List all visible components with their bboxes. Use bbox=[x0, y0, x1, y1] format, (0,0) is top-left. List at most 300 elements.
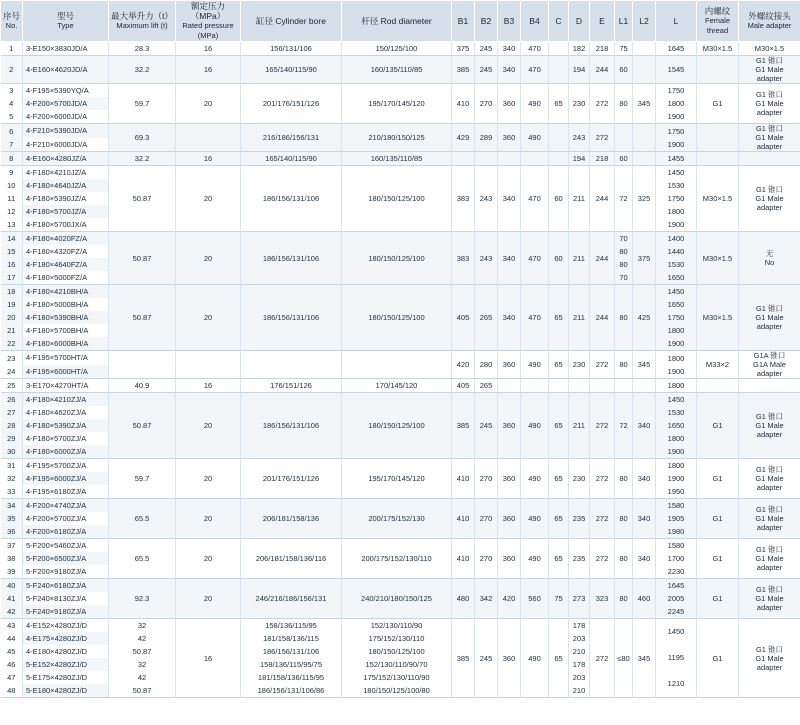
cell-type: 4-F195×6000ZJ/A bbox=[23, 472, 109, 485]
cell-b3: 360 bbox=[498, 393, 521, 459]
cell-female-thread: G1 bbox=[697, 393, 739, 459]
table-row bbox=[1, 579, 800, 593]
cell-e: 244 bbox=[590, 166, 615, 232]
cell-b4: 490 bbox=[521, 619, 549, 698]
cell-d: 211 bbox=[569, 285, 590, 351]
header-d: D bbox=[569, 1, 590, 42]
cell-b3: 360 bbox=[498, 351, 521, 379]
cell-d: 235 bbox=[569, 539, 590, 579]
cell-l2: 375 bbox=[633, 232, 656, 285]
header-row bbox=[1, 1, 800, 42]
cell-l: 1750 1900 bbox=[656, 124, 697, 152]
cell-type: 5-E180×4280ZJ/D bbox=[23, 684, 109, 698]
cell-max-lift: 32 42 50.87 32 42 50.87 bbox=[109, 619, 176, 698]
cell-type: 5-E175×4280ZJ/D bbox=[23, 671, 109, 684]
cell-b1: 375 bbox=[452, 42, 475, 56]
cell-female-thread bbox=[697, 379, 739, 393]
cell-d: 230 bbox=[569, 84, 590, 124]
cell-l1: 80 bbox=[615, 351, 633, 379]
cell-type: 4-F200×6180ZJ/A bbox=[23, 525, 109, 539]
header-max-lift: 最大举升力（t） Maximum lift (t) bbox=[109, 1, 176, 42]
cell-b2: 245 bbox=[475, 619, 498, 698]
table-row bbox=[1, 351, 800, 365]
header-b4: B4 bbox=[521, 1, 549, 42]
table-row bbox=[1, 124, 800, 138]
cell-no: 34 35 36 bbox=[1, 499, 23, 539]
cell-max-lift: 32.2 bbox=[109, 152, 176, 166]
cell-cylinder-bore: 206/181/158/136 bbox=[241, 499, 342, 539]
cell-d: 178 203 210 178 203 210 bbox=[569, 619, 590, 698]
cell-rod-diameter: 180/150/125/100 bbox=[342, 393, 452, 459]
cell-rated-pressure: 16 bbox=[176, 42, 241, 56]
cell-type: 4-F180×5700JZ/A bbox=[23, 205, 109, 218]
cell-no: 23 24 bbox=[1, 351, 23, 379]
cell-b3: 340 bbox=[498, 166, 521, 232]
cell-l2 bbox=[633, 152, 656, 166]
cell-type: 4-F180×5390BH/A bbox=[23, 311, 109, 324]
cell-type: 4-F195×6180ZJ/A bbox=[23, 485, 109, 499]
cell-type: 4-E160×4620JD/A bbox=[23, 56, 109, 84]
cell-d: 211 bbox=[569, 232, 590, 285]
cell-male-adapter: G1 锥口 G1 Male adapter bbox=[739, 56, 800, 84]
cell-l2: 340 bbox=[633, 459, 656, 499]
header-e: E bbox=[590, 1, 615, 42]
cell-female-thread: G1 bbox=[697, 499, 739, 539]
cell-b2: 289 bbox=[475, 124, 498, 152]
cell-b1: 385 bbox=[452, 619, 475, 698]
cell-b4: 490 bbox=[521, 459, 549, 499]
cell-type: 4-F200×5700JD/A bbox=[23, 97, 109, 110]
cell-male-adapter: G1 锥口 G1 Male adapter bbox=[739, 124, 800, 152]
cell-cylinder-bore: 158/136/115/95 181/158/136/115 186/156/131/106 158/136/115/95/75 181/158/136/115/95 186/156/131/106/86 bbox=[241, 619, 342, 698]
cell-male-adapter: M30×1.5 bbox=[739, 42, 800, 56]
cell-female-thread: M30×1.5 bbox=[697, 42, 739, 56]
cell-l: 1645 bbox=[656, 42, 697, 56]
cell-cylinder-bore: 201/176/151/126 bbox=[241, 84, 342, 124]
cell-rated-pressure: 16 bbox=[176, 152, 241, 166]
cell-b1 bbox=[452, 152, 475, 166]
table-row bbox=[1, 56, 800, 84]
cell-no: 31 32 33 bbox=[1, 459, 23, 499]
table-row bbox=[1, 619, 800, 633]
cell-l1 bbox=[615, 124, 633, 152]
cell-l1: 80 bbox=[615, 499, 633, 539]
cell-l: 1750 1800 1900 bbox=[656, 84, 697, 124]
cell-no: 43 44 45 46 47 48 bbox=[1, 619, 23, 698]
cell-rod-diameter bbox=[342, 351, 452, 379]
cell-rod-diameter: 195/170/145/120 bbox=[342, 84, 452, 124]
cell-l2: 460 bbox=[633, 579, 656, 619]
cell-l1: 72 bbox=[615, 393, 633, 459]
cell-l2 bbox=[633, 379, 656, 393]
cell-l2: 340 bbox=[633, 499, 656, 539]
cell-max-lift: 50.87 bbox=[109, 285, 176, 351]
cell-l1: 72 bbox=[615, 166, 633, 232]
cell-female-thread: M30×1.5 bbox=[697, 232, 739, 285]
table-row bbox=[1, 232, 800, 246]
cell-b3: 360 bbox=[498, 84, 521, 124]
cell-type: 4-F180×5000FZ/A bbox=[23, 271, 109, 285]
cell-type: 4-F195×5700HT/A bbox=[23, 351, 109, 365]
cell-male-adapter: G1 锥口 G1 Male adapter bbox=[739, 166, 800, 232]
cell-e: 272 bbox=[590, 393, 615, 459]
cell-male-adapter: G1 锥口 G1 Male adapter bbox=[739, 393, 800, 459]
cell-b4: 490 bbox=[521, 124, 549, 152]
cell-b1: 410 bbox=[452, 499, 475, 539]
cell-c: 65 bbox=[549, 351, 569, 379]
cell-b2: 243 bbox=[475, 166, 498, 232]
cell-rod-diameter: 200/175/152/130 bbox=[342, 499, 452, 539]
cell-c bbox=[549, 56, 569, 84]
cell-b1: 405 bbox=[452, 379, 475, 393]
cell-c: 65 bbox=[549, 499, 569, 539]
cell-c: 65 bbox=[549, 619, 569, 698]
cell-rod-diameter: 240/210/180/150/125 bbox=[342, 579, 452, 619]
cell-b3: 340 bbox=[498, 232, 521, 285]
cell-l: 1400 1440 1530 1650 bbox=[656, 232, 697, 285]
cell-b4: 490 bbox=[521, 351, 549, 379]
cell-e: 272 bbox=[590, 619, 615, 698]
header-rod-diameter: 杆径 Rod diameter bbox=[342, 1, 452, 42]
cell-female-thread: G1 bbox=[697, 619, 739, 698]
cell-cylinder-bore: 156/131/106 bbox=[241, 42, 342, 56]
cell-rated-pressure: 20 bbox=[176, 539, 241, 579]
cell-type: 4-F200×6000JD/A bbox=[23, 110, 109, 124]
cell-c: 60 bbox=[549, 232, 569, 285]
cell-b2: 265 bbox=[475, 285, 498, 351]
cell-cylinder-bore: 201/176/151/126 bbox=[241, 459, 342, 499]
cell-b4: 490 bbox=[521, 393, 549, 459]
cell-e: 272 bbox=[590, 124, 615, 152]
cell-b1: 383 bbox=[452, 232, 475, 285]
cell-type: 4-F210×5390JD/A bbox=[23, 124, 109, 138]
cell-l1: 80 bbox=[615, 579, 633, 619]
cell-l1: 75 bbox=[615, 42, 633, 56]
cell-b4 bbox=[521, 379, 549, 393]
cell-male-adapter: G1 锥口 G1 Male adapter bbox=[739, 499, 800, 539]
cell-d: 211 bbox=[569, 393, 590, 459]
header-cylinder-bore: 缸径 Cylinder bore bbox=[241, 1, 342, 42]
cell-type: 4-F200×4740ZJ/A bbox=[23, 499, 109, 513]
cell-type: 4-F180×5700ZJ/A bbox=[23, 432, 109, 445]
cell-no: 8 bbox=[1, 152, 23, 166]
cell-rod-diameter: 210/180/150/125 bbox=[342, 124, 452, 152]
cell-type: 3-E150×3830JD/A bbox=[23, 42, 109, 56]
cell-b1: 410 bbox=[452, 459, 475, 499]
cell-type: 5-E152×4280ZJ/D bbox=[23, 658, 109, 671]
cell-d: 273 bbox=[569, 579, 590, 619]
cell-b2 bbox=[475, 152, 498, 166]
cell-rated-pressure: 20 bbox=[176, 393, 241, 459]
cell-max-lift: 50.87 bbox=[109, 232, 176, 285]
cell-rated-pressure: 16 bbox=[176, 619, 241, 698]
header-rated-pressure: 额定压力（MPa） Rated pressure (MPa) bbox=[176, 1, 241, 42]
cell-type: 4-F210×6000JD/A bbox=[23, 138, 109, 152]
table-row bbox=[1, 539, 800, 553]
cell-cylinder-bore: 186/156/131/106 bbox=[241, 232, 342, 285]
cell-type: 4-F180×4640JZ/A bbox=[23, 179, 109, 192]
cell-b1: 385 bbox=[452, 393, 475, 459]
cell-c bbox=[549, 379, 569, 393]
cell-type: 5-F200×6500ZJ/A bbox=[23, 552, 109, 565]
cell-rated-pressure: 16 bbox=[176, 56, 241, 84]
cell-b2: 342 bbox=[475, 579, 498, 619]
spec-body bbox=[1, 42, 800, 698]
cell-cylinder-bore bbox=[241, 351, 342, 379]
cell-d: 243 bbox=[569, 124, 590, 152]
cell-d: 194 bbox=[569, 56, 590, 84]
cell-e bbox=[590, 379, 615, 393]
cell-e: 218 bbox=[590, 152, 615, 166]
cell-male-adapter: G1 锥口 G1 Male adapter bbox=[739, 579, 800, 619]
cell-e: 272 bbox=[590, 351, 615, 379]
cell-female-thread bbox=[697, 56, 739, 84]
cell-type: 4-F200×5700ZJ/A bbox=[23, 512, 109, 525]
cell-b1: 429 bbox=[452, 124, 475, 152]
cell-rated-pressure: 20 bbox=[176, 499, 241, 539]
cell-l1: 80 bbox=[615, 285, 633, 351]
table-row bbox=[1, 393, 800, 407]
cell-l2: 340 bbox=[633, 539, 656, 579]
cell-type: 5-F240×9180ZJ/A bbox=[23, 605, 109, 619]
cell-b3 bbox=[498, 152, 521, 166]
cell-no: 37 38 39 bbox=[1, 539, 23, 579]
cell-b4: 490 bbox=[521, 84, 549, 124]
cell-max-lift: 50.87 bbox=[109, 166, 176, 232]
table-row bbox=[1, 42, 800, 56]
cell-no: 1 bbox=[1, 42, 23, 56]
cell-max-lift: 40.9 bbox=[109, 379, 176, 393]
cell-e: 244 bbox=[590, 285, 615, 351]
cell-e: 272 bbox=[590, 499, 615, 539]
cell-rated-pressure: 20 bbox=[176, 285, 241, 351]
cell-l1 bbox=[615, 379, 633, 393]
cell-b3: 340 bbox=[498, 42, 521, 56]
cell-d bbox=[569, 379, 590, 393]
cell-b4: 560 bbox=[521, 579, 549, 619]
cell-b3: 340 bbox=[498, 285, 521, 351]
cell-l2: 325 bbox=[633, 166, 656, 232]
cell-type: 4-E152×4280ZJ/D bbox=[23, 619, 109, 633]
header-female-thread: 内螺纹 Female thread bbox=[697, 1, 739, 42]
cell-rated-pressure bbox=[176, 124, 241, 152]
cell-type: 4-F195×5700ZJ/A bbox=[23, 459, 109, 473]
cell-l2: 345 bbox=[633, 351, 656, 379]
cell-cylinder-bore: 216/186/156/131 bbox=[241, 124, 342, 152]
cell-type: 5-F200×9180ZJ/A bbox=[23, 565, 109, 579]
cell-e: 323 bbox=[590, 579, 615, 619]
cell-type: 5-F240×6180ZJ/A bbox=[23, 579, 109, 593]
cell-l: 1800 1900 1950 bbox=[656, 459, 697, 499]
cell-c: 60 bbox=[549, 166, 569, 232]
cell-b1: 383 bbox=[452, 166, 475, 232]
cell-type: 4-F180×4320FZ/A bbox=[23, 245, 109, 258]
cell-c: 65 bbox=[549, 84, 569, 124]
cell-type: 4-E180×4280ZJ/D bbox=[23, 645, 109, 658]
cell-l: 1450 1195 1210 bbox=[656, 619, 697, 698]
cell-type: 4-F180×6000ZJ/A bbox=[23, 445, 109, 459]
cell-max-lift: 59.7 bbox=[109, 84, 176, 124]
cell-type: 4-F195×5390YQ/A bbox=[23, 84, 109, 98]
cell-b3: 360 bbox=[498, 459, 521, 499]
header-c: C bbox=[549, 1, 569, 42]
cell-c: 65 bbox=[549, 285, 569, 351]
cell-type: 4-F180×4640FZ/A bbox=[23, 258, 109, 271]
cell-type: 4-E175×4280ZJ/D bbox=[23, 632, 109, 645]
cell-cylinder-bore: 246/216/186/156/131 bbox=[241, 579, 342, 619]
cell-female-thread: G1 bbox=[697, 539, 739, 579]
cell-b2: 270 bbox=[475, 539, 498, 579]
cell-rated-pressure: 20 bbox=[176, 232, 241, 285]
cell-rated-pressure: 20 bbox=[176, 459, 241, 499]
header-male-adapter: 外螺纹接头 Male adapter bbox=[739, 1, 800, 42]
cell-no: 3 4 5 bbox=[1, 84, 23, 124]
cell-rod-diameter: 152/130/110/90 175/152/130/110 180/150/125/100 152/130/110/90/70 175/152/130/110/90 180/150/125/100/80 bbox=[342, 619, 452, 698]
cell-cylinder-bore: 176/151/126 bbox=[241, 379, 342, 393]
cell-l: 1450 1530 1750 1800 1900 bbox=[656, 166, 697, 232]
cell-b3: 360 bbox=[498, 124, 521, 152]
cell-b4: 490 bbox=[521, 539, 549, 579]
header-b1: B1 bbox=[452, 1, 475, 42]
header-type: 型号 Type bbox=[23, 1, 109, 42]
header-b2: B2 bbox=[475, 1, 498, 42]
cell-type: 5-F200×5460ZJ/A bbox=[23, 539, 109, 553]
cell-rated-pressure: 20 bbox=[176, 579, 241, 619]
cell-l: 1450 1530 1650 1800 1900 bbox=[656, 393, 697, 459]
cell-l: 1645 2005 2245 bbox=[656, 579, 697, 619]
cell-b3: 360 bbox=[498, 539, 521, 579]
cell-male-adapter bbox=[739, 152, 800, 166]
cell-no: 14 15 16 17 bbox=[1, 232, 23, 285]
cell-male-adapter: G1 锥口 G1 Male adapter bbox=[739, 539, 800, 579]
cell-cylinder-bore: 165/140/115/90 bbox=[241, 56, 342, 84]
cell-type: 4-F180×5390JZ/A bbox=[23, 192, 109, 205]
cell-female-thread: G1 bbox=[697, 84, 739, 124]
cell-l1: 70 80 80 70 bbox=[615, 232, 633, 285]
cell-b2: 270 bbox=[475, 499, 498, 539]
header-no: 序号 No. bbox=[1, 1, 23, 42]
cell-d: 230 bbox=[569, 459, 590, 499]
cell-male-adapter: 无 No bbox=[739, 232, 800, 285]
cell-e: 272 bbox=[590, 539, 615, 579]
cell-d: 235 bbox=[569, 499, 590, 539]
cell-d: 194 bbox=[569, 152, 590, 166]
cell-rod-diameter: 170/145/120 bbox=[342, 379, 452, 393]
cell-b1: 420 bbox=[452, 351, 475, 379]
cell-cylinder-bore: 186/156/131/106 bbox=[241, 166, 342, 232]
cell-male-adapter: G1A 锥口 G1A Male adapter bbox=[739, 351, 800, 379]
cell-rod-diameter: 200/175/152/130/110 bbox=[342, 539, 452, 579]
cell-b4 bbox=[521, 152, 549, 166]
cell-b2: 245 bbox=[475, 56, 498, 84]
cell-l1: 60 bbox=[615, 56, 633, 84]
cell-l2: 345 bbox=[633, 619, 656, 698]
cell-l: 1455 bbox=[656, 152, 697, 166]
cell-no: 26 27 28 29 30 bbox=[1, 393, 23, 459]
cell-b4: 470 bbox=[521, 285, 549, 351]
cell-type: 4-E160×4280JZ/A bbox=[23, 152, 109, 166]
cell-b3: 420 bbox=[498, 579, 521, 619]
cell-type: 5-F240×8130ZJ/A bbox=[23, 592, 109, 605]
cell-rated-pressure bbox=[176, 351, 241, 379]
cell-c: 65 bbox=[549, 393, 569, 459]
cell-c: 65 bbox=[549, 459, 569, 499]
cell-type: 4-F180×6000BH/A bbox=[23, 337, 109, 351]
cell-c: 65 bbox=[549, 539, 569, 579]
cell-l1: ≤80 bbox=[615, 619, 633, 698]
cell-b3: 360 bbox=[498, 619, 521, 698]
cell-female-thread: M30×1.5 bbox=[697, 285, 739, 351]
cell-female-thread: M33×2 bbox=[697, 351, 739, 379]
cell-cylinder-bore: 186/156/131/106 bbox=[241, 285, 342, 351]
cell-rod-diameter: 160/135/110/85 bbox=[342, 152, 452, 166]
cell-b4: 470 bbox=[521, 42, 549, 56]
cell-l1: 80 bbox=[615, 459, 633, 499]
cell-type: 4-F180×5390ZJ/A bbox=[23, 419, 109, 432]
cell-b1: 410 bbox=[452, 84, 475, 124]
table-row bbox=[1, 285, 800, 299]
cell-l: 1450 1650 1750 1800 1900 bbox=[656, 285, 697, 351]
cell-b2: 270 bbox=[475, 84, 498, 124]
cell-rod-diameter: 195/170/145/120 bbox=[342, 459, 452, 499]
cell-b3 bbox=[498, 379, 521, 393]
cell-b4: 470 bbox=[521, 56, 549, 84]
table-row bbox=[1, 152, 800, 166]
cell-b2: 243 bbox=[475, 232, 498, 285]
cell-max-lift: 65.5 bbox=[109, 499, 176, 539]
cell-female-thread: G1 bbox=[697, 579, 739, 619]
cell-l: 1545 bbox=[656, 56, 697, 84]
cell-b3: 360 bbox=[498, 499, 521, 539]
cell-male-adapter: G1 锥口 G1 Male adapter bbox=[739, 84, 800, 124]
cell-male-adapter: G1 锥口 G1 Male adapter bbox=[739, 619, 800, 698]
cell-rod-diameter: 150/125/100 bbox=[342, 42, 452, 56]
cell-l2 bbox=[633, 56, 656, 84]
cell-rated-pressure: 16 bbox=[176, 379, 241, 393]
cell-cylinder-bore: 206/181/158/136/116 bbox=[241, 539, 342, 579]
cell-rated-pressure: 20 bbox=[176, 166, 241, 232]
cell-max-lift bbox=[109, 351, 176, 379]
cell-b4: 470 bbox=[521, 232, 549, 285]
cell-l: 1580 1905 1980 bbox=[656, 499, 697, 539]
cell-b2: 270 bbox=[475, 459, 498, 499]
cell-rod-diameter: 180/150/125/100 bbox=[342, 166, 452, 232]
cell-max-lift: 50.87 bbox=[109, 393, 176, 459]
table-row bbox=[1, 459, 800, 473]
cell-type: 4-F180×4210BH/A bbox=[23, 285, 109, 299]
cell-l2 bbox=[633, 124, 656, 152]
cell-l2: 340 bbox=[633, 393, 656, 459]
cell-female-thread: G1 bbox=[697, 459, 739, 499]
cell-max-lift: 92.3 bbox=[109, 579, 176, 619]
cell-cylinder-bore: 186/156/131/106 bbox=[241, 393, 342, 459]
cell-max-lift: 65.5 bbox=[109, 539, 176, 579]
cell-b2: 265 bbox=[475, 379, 498, 393]
cell-l: 1800 bbox=[656, 379, 697, 393]
cell-type: 4-F180×4620ZJ/A bbox=[23, 406, 109, 419]
cell-rod-diameter: 180/150/125/100 bbox=[342, 232, 452, 285]
header-l1: L1 bbox=[615, 1, 633, 42]
cell-d: 211 bbox=[569, 166, 590, 232]
cell-female-thread bbox=[697, 124, 739, 152]
cell-max-lift: 28.3 bbox=[109, 42, 176, 56]
cell-b2: 280 bbox=[475, 351, 498, 379]
header-l: L bbox=[656, 1, 697, 42]
cell-type: 4-F180×5700BH/A bbox=[23, 324, 109, 337]
cell-male-adapter: G1 锥口 G1 Male adapter bbox=[739, 285, 800, 351]
cell-b1: 480 bbox=[452, 579, 475, 619]
table-row bbox=[1, 84, 800, 98]
